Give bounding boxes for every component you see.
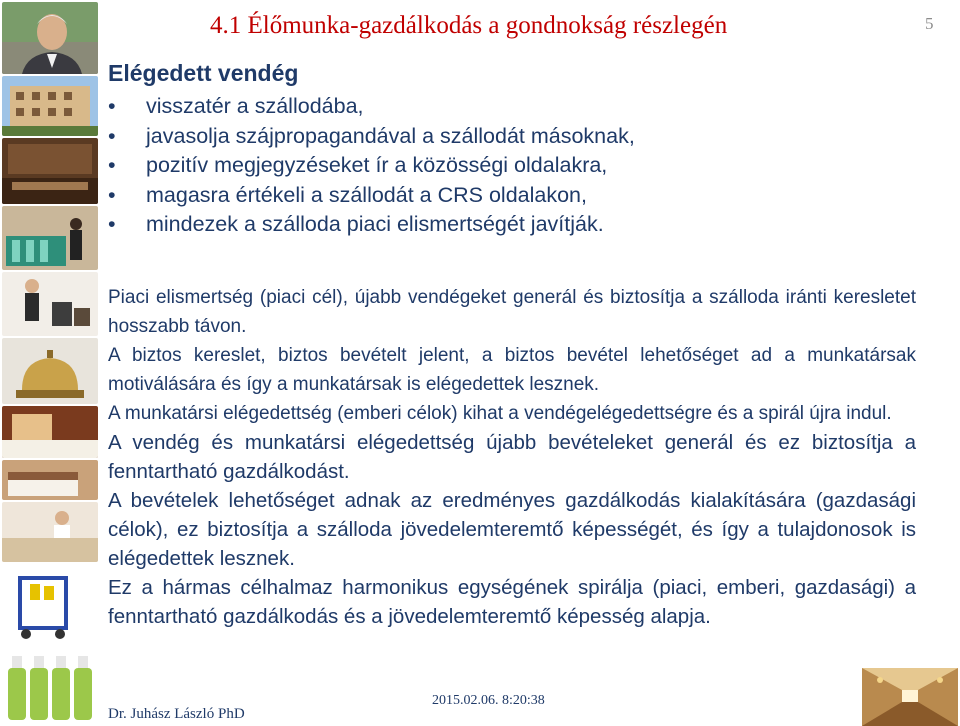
paragraph: A biztos kereslet, biztos bevételt jelent, a biztos bevétel lehetőséget ad a munkatársak motiválására és így a munkatársak is elégedettek lesznek. [108, 345, 916, 395]
receptionist-counter-photo [2, 502, 98, 562]
slide-datetime: 2015.02.06. 8:20:38 [432, 693, 545, 708]
paragraph: Ez a hármas célhalmaz harmonikus egységének spirálja (piaci, emberi, gazdasági) a fenntartható gazdálkodás és a jövedelemteremtő képesség alapja. [108, 576, 916, 628]
body-paragraphs [108, 283, 916, 631]
bullet-item: • mindezek a szálloda piaci elismertségét javítják. [108, 210, 635, 240]
paragraph: A vendég és munkatársi elégedettség újabb bevételeket generál és ez biztosítja a fenntartható gazdálkodást. [108, 431, 916, 483]
hotel-corridor-photo [862, 668, 958, 726]
author-portrait-photo [2, 2, 98, 74]
hotel-lobby-guests-photo [2, 206, 98, 270]
paragraph: Piaci elismertség (piaci cél), újabb vendégeket generál és biztosítja a szálloda iránti keresletet hosszabb távon. [108, 287, 916, 337]
page-number: 5 [925, 14, 934, 33]
bullet-item: • visszatér a szállodába, [108, 92, 635, 122]
paragraph: A bevételek lehetőséget adnak az eredményes gazdálkodás kialakítására (gazdasági célok), ez biztosítja a szálloda jövedelemteremtő képességét, és így a tulajdonosok is elégedettek lesznek. [108, 489, 916, 570]
hotel-bedroom-photo [2, 460, 98, 500]
slide-title: 4.1 Élőmunka-gazdálkodás a gondnokság részlegén [210, 12, 728, 39]
hotel-building-photo [2, 76, 98, 136]
hotel-room-photo [2, 406, 98, 458]
bullet-item: • javasolja szájpropagandával a szállodát másoknak, [108, 122, 635, 152]
paragraph: A munkatársi elégedettség (emberi célok) kihat a vendégelégedettségre és a spirál újra indul. [108, 403, 892, 424]
reception-desk-photo [2, 138, 98, 204]
section-heading: Elégedett vendég [108, 60, 299, 86]
bullet-item: • magasra értékeli a szállodát a CRS oldalakon, [108, 181, 635, 211]
bellboy-luggage-photo [2, 272, 98, 336]
bullet-list [108, 92, 635, 240]
cleaning-products-photo [2, 646, 98, 724]
author-name: Dr. Juhász László PhD [108, 706, 245, 722]
bullet-item: • pozitív megjegyzéseket ír a közösségi oldalakra, [108, 151, 635, 181]
housekeeping-cart-photo [2, 564, 98, 642]
service-bell-photo [2, 338, 98, 404]
sidebar-photo-strip [0, 0, 100, 726]
